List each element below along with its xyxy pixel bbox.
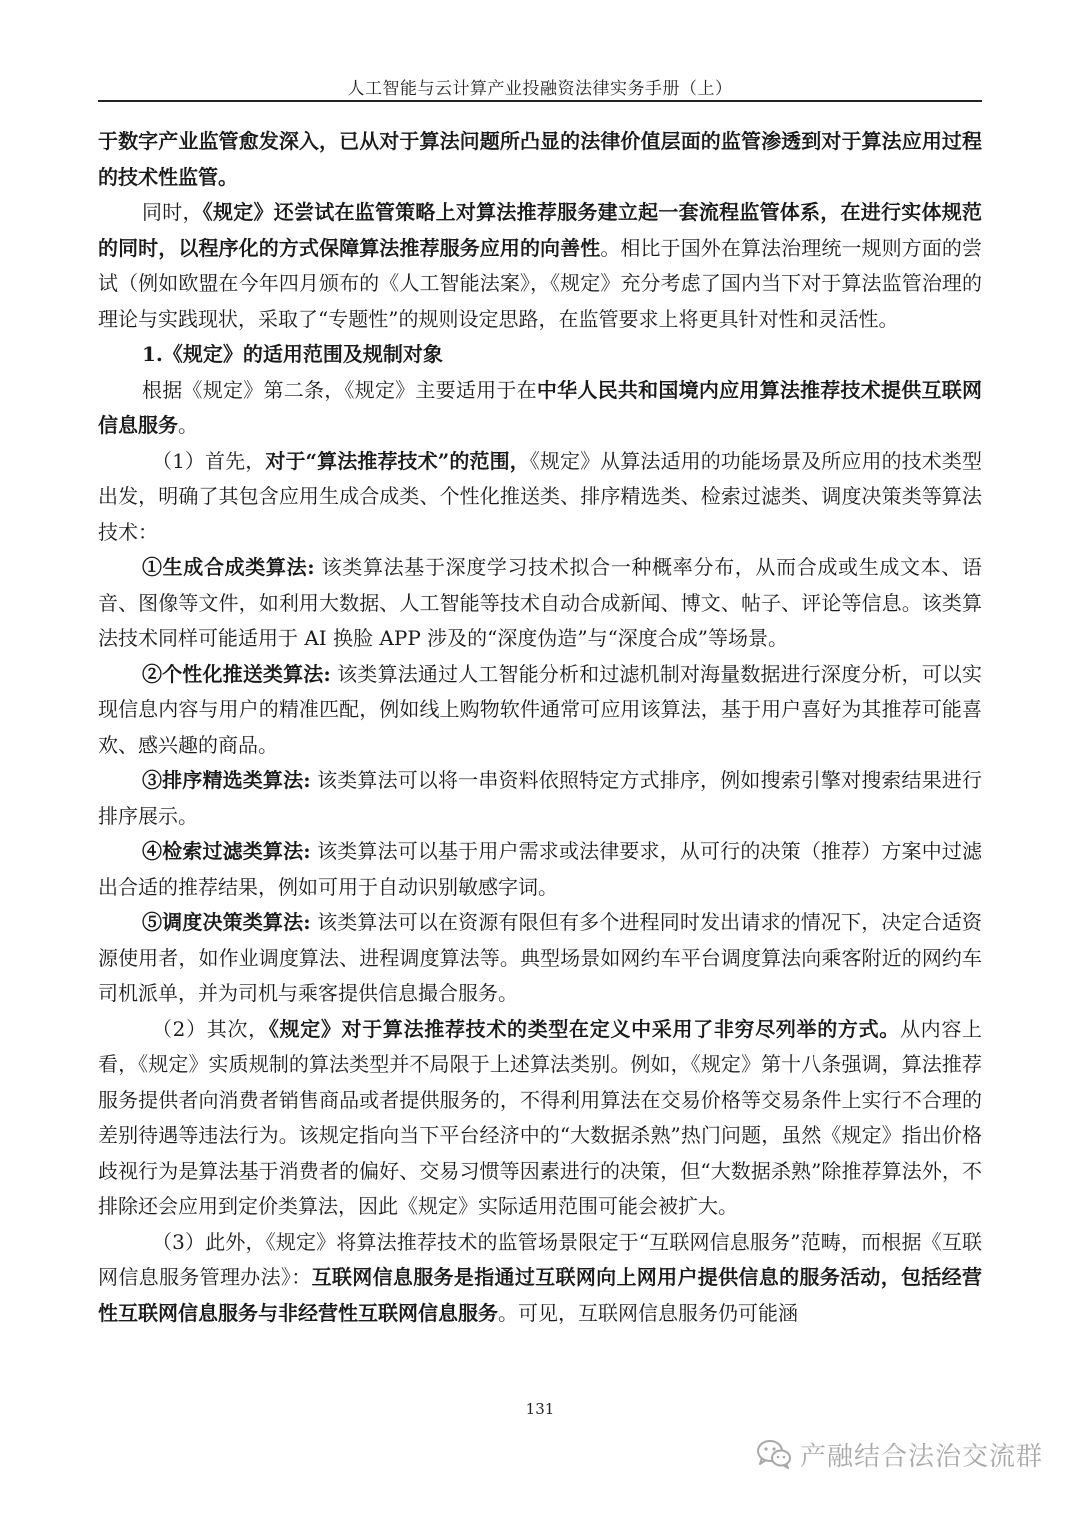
page-header-title: 人工智能与云计算产业投融资法律实务手册（上） (347, 79, 733, 99)
list-item-label: ④检索过滤类算法: (142, 839, 311, 863)
watermark (756, 1432, 1043, 1476)
paragraph-6-bold: 互联网信息服务是指通过互联网向上网用户提供信息的服务活动，包括经营性互联网信息服务与非经营性互联网信息服务 (98, 1265, 983, 1325)
paragraph-4-bold: 对于“算法推荐技术”的范围， (265, 448, 530, 473)
page-number: 131 (525, 1400, 555, 1418)
paragraph-5-text-1: （2）其次， (152, 1016, 269, 1041)
list-item-scheduling (98, 905, 982, 1012)
paragraph-6 (98, 1225, 982, 1332)
list-item-label: ①生成合成类算法: (142, 555, 315, 579)
list-item-retrieval-filter (98, 834, 982, 905)
list-item-text: 该类算法可以在资源有限但有多个进程同时发出请求的情况下，决定合适资源使用者，如作业调度算法、进程调度算法等。典型场景如网约车平台调度算法向乘客附近的网约车司机派单，并为司机与乘客提供信息撮合服务。 (98, 910, 982, 1005)
paragraph-1-bold: 于数字产业监管愈发深入，已从对于算法问题所凸显的法律价值层面的监管渗透到对于算法应用过程的技术性监管。 (98, 129, 982, 189)
list-item-label: ⑤调度决策类算法: (142, 910, 311, 934)
list-item-text: 该类算法基于深度学习技术拟合一种概率分布，从而合成或生成文本、语音、图像等文件，如利用大数据、人工智能等技术自动合成新闻、博文、帖子、评论等信息。该类算法技术同样可能适用于 AI 换脸 APP 涉及的“深度伪造”与“深度合成”等场景。 (98, 555, 982, 650)
list-item-text: 该类算法可以将一串资料依照特定方式排序，例如搜索引擎对搜索结果进行排序展示。 (98, 768, 982, 828)
section-heading: 1.《规定》的适用范围及规制对象 (142, 342, 443, 366)
list-item-text: 该类算法通过人工智能分析和过滤机制对海量数据进行深度分析，可以实现信息内容与用户的精准匹配，例如线上购物软件通常可应用该算法，基于用户喜好为其推荐可能喜欢、感兴趣的商品。 (98, 661, 983, 757)
paragraph-2-text-1: 同时， (142, 200, 203, 224)
list-item-label: ③排序精选类算法: (142, 768, 311, 792)
paragraph-3-text-1: 根据《规定》第二条，《规定》主要适用于在 (142, 377, 537, 402)
list-item-label: ②个性化推送类算法: (142, 661, 331, 686)
paragraph-2-text-2: 。相比于国外在算法治理统一规则方面的尝试（例如欧盟在今年四月颁布的《人工智能法案》，《规定》充分考虑了国内当下对于算法监管治理的理论与实践现状，采取了“专题性”的规则设定思路，在监管要求上将更具针对性和灵活性。 (98, 235, 983, 331)
list-item-generation (98, 550, 982, 657)
paragraph-6-text-1: （3）此外，《规定》将算法推荐技术的监管场景限定于“互联网信息服务”范畴，而根据《互联网信息服务管理办法》： (98, 1229, 982, 1289)
wechat-icon (756, 1439, 792, 1469)
header-rule (98, 100, 982, 102)
paragraph-5 (98, 1012, 982, 1225)
paragraph-3 (98, 373, 982, 444)
paragraph-2 (98, 195, 982, 337)
paragraph-1 (98, 124, 982, 195)
paragraph-4 (98, 444, 982, 551)
paragraph-5-text-2: 从内容上看，《规定》实质规制的算法类型并不局限于上述算法类别。例如，《规定》第十八条强调，算法推荐服务提供者向消费者销售商品或者提供服务的，不得利用算法在交易价格等交易条件上实行不合理的差别待遇等违法行为。该规定指向当下平台经济中的“大数据杀熟”热门问题，虽然《规定》指出价格歧视行为是算法基于消费者的偏好、交易习惯等因素进行的决策，但“大数据杀熟”除推荐算法外，不排除还会应用到定价类算法，因此《规定》实际适用范围可能会被扩大。 (98, 1016, 983, 1218)
list-item-ranking (98, 763, 982, 834)
paragraph-2-bold: 《规定》还尝试在监管策略上对算法推荐服务建立起一套流程监管体系，在进行实体规范的同时，以程序化的方式保障算法推荐服务应用的向善性 (98, 200, 983, 260)
paragraph-6-text-2: 。可见，互联网信息服务仍可能涵 (498, 1300, 798, 1325)
watermark-text: 产融结合法治交流群 (800, 1441, 1044, 1472)
list-item-personalized-push (98, 657, 982, 764)
paragraph-3-text-2: 。 (178, 413, 198, 437)
list-item-text: 该类算法可以基于用户需求或法律要求，从可行的决策（推荐）方案中过滤出合适的推荐结果，例如可用于自动识别敏感字词。 (98, 839, 982, 899)
document-body (98, 124, 982, 1331)
paragraph-3-bold: 中华人民共和国境内应用算法推荐技术提供互联网信息服务 (98, 377, 983, 437)
paragraph-5-bold: 《规定》对于算法推荐技术的类型在定义中采用了非穷尽列举的方式。 (268, 1016, 900, 1041)
paragraph-4-text-2: 《规定》从算法适用的功能场景及所应用的技术类型出发，明确了其包含应用生成合成类、个性化推送类、排序精选类、检索过滤类、调度决策类等算法技术： (98, 448, 983, 544)
paragraph-4-text-1: （1）首先， (152, 448, 266, 473)
